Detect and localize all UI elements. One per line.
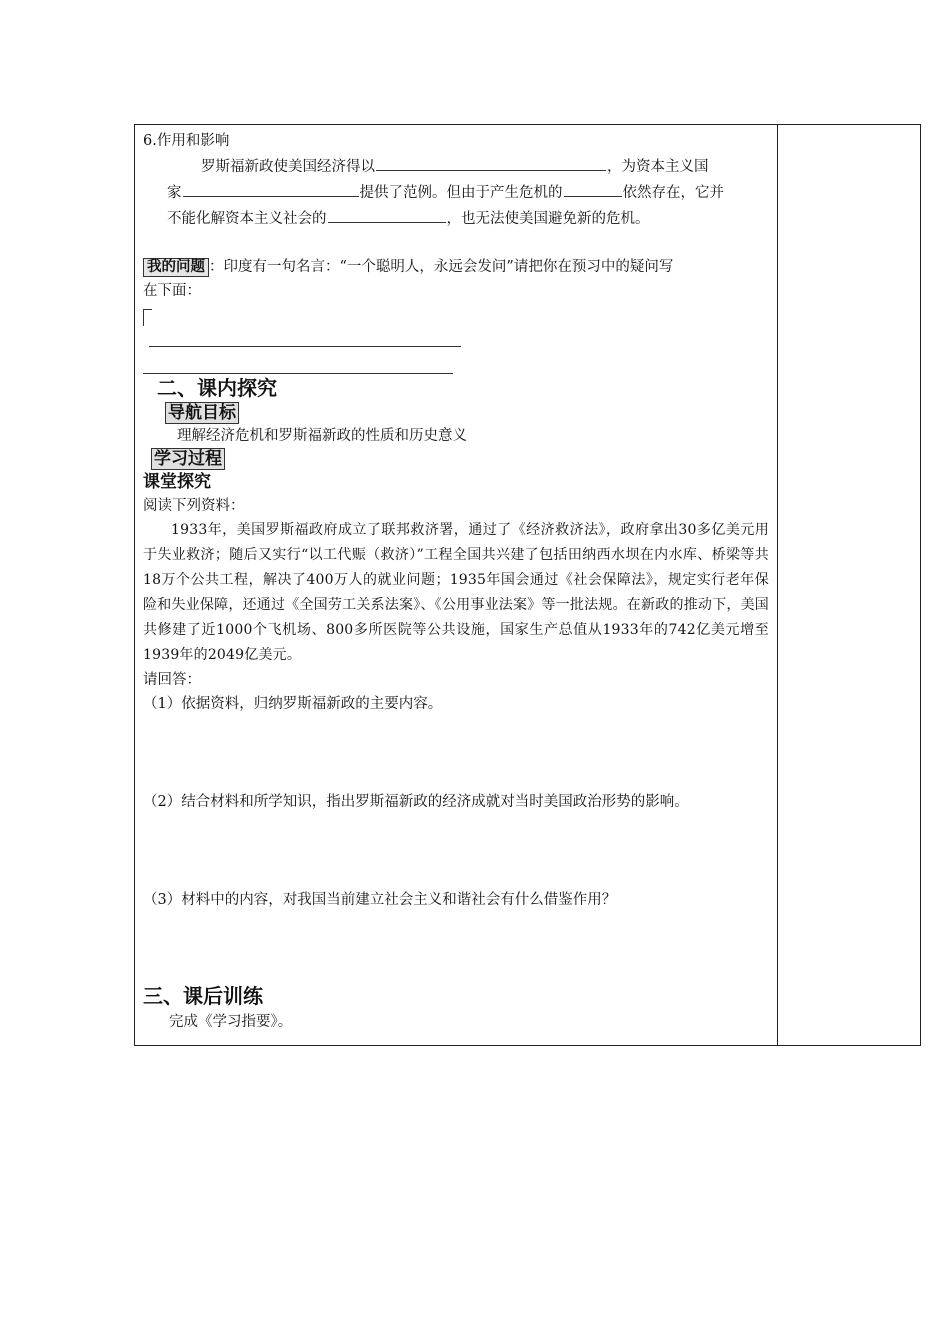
my-question-text2: 在下面： — [143, 283, 201, 299]
section6-line1 — [143, 153, 771, 179]
section6-line2 — [143, 179, 771, 205]
nav-goal-text: 理解经济危机和罗斯福新政的性质和历史意义 — [177, 428, 467, 444]
part3-heading: 三、课后训练 — [143, 984, 263, 1008]
part3-text: 完成《学习指要》。 — [169, 1014, 293, 1030]
section6-title: 6.作用和影响 — [143, 133, 230, 149]
section6-line3-a: 不能化解资本主义社会的 — [167, 211, 327, 227]
fill-blank-2[interactable] — [183, 179, 359, 197]
answer-space-3[interactable] — [143, 912, 771, 982]
material-paragraph: 1933年，美国罗斯福政府成立了联邦救济署，通过了《经济救济法》，政府拿出30多亿美元用于失业救济；随后又实行“以工代赈（救济）”工程全国共兴建了包括田纳西水坝在内水库、桥梁等共18万个公共工程，解决了400万人的就业问题；1935年国会通过《社会保障法》，规定实行老年保险和失业保障，还通过《全国劳工关系法案》、《公用事业法案》等一批法规。在新政的推动下，美国共修建了近1000个飞机场、800多所医院等公共设施，国家生产总值从1933年的742亿美元增至1939年的2049亿美元。 — [143, 522, 769, 663]
fill-blank-3[interactable] — [564, 179, 622, 197]
question-1: （1）依据资料，归纳罗斯福新政的主要内容。 — [143, 696, 443, 712]
my-question-line — [143, 255, 771, 279]
nav-goal-row — [165, 402, 771, 424]
section6-line1-b: ，为资本主义国 — [607, 159, 709, 175]
my-question-label: 我的问题 — [143, 258, 209, 277]
read-intro: 阅读下列资料： — [143, 498, 245, 514]
question-3: （3）材料中的内容，对我国当前建立社会主义和谐社会有什么借鉴作用？ — [143, 892, 617, 908]
explore-heading: 课堂探究 — [143, 472, 211, 492]
section6-line2-a: 家 — [167, 185, 182, 201]
process-row — [151, 448, 771, 470]
column-divider — [777, 125, 778, 1045]
worksheet-table — [134, 124, 921, 1046]
process-label: 学习过程 — [151, 448, 225, 470]
text-cursor-icon — [143, 309, 152, 326]
fill-blank-4[interactable] — [328, 205, 446, 223]
question-2: （2）结合材料和所学知识，指出罗斯福新政的经济成就对当时美国政治形势的影响。 — [143, 794, 689, 810]
my-question-text: ：印度有一句名言：“一个聪明人，永远会发问”请把你在预习中的疑问写 — [209, 259, 674, 275]
section6-line2-b: 提供了范例。但由于产生危机的 — [359, 185, 563, 201]
answer-space-2[interactable] — [143, 814, 771, 888]
answer-prompt: 请回答： — [143, 672, 201, 688]
answer-space-1[interactable] — [143, 716, 771, 790]
part2-heading: 二、课内探究 — [157, 376, 277, 400]
section6-line3 — [143, 205, 771, 231]
section6-line3-b: ，也无法使美国避免新的危机。 — [446, 211, 650, 227]
fill-blank-1[interactable] — [376, 153, 606, 171]
section6-line1-a: 罗斯福新政使美国经济得以 — [201, 159, 375, 175]
main-column — [143, 129, 771, 1034]
nav-goal-label: 导航目标 — [165, 402, 239, 424]
section6-line2-c: 依然存在，它并 — [622, 185, 724, 201]
